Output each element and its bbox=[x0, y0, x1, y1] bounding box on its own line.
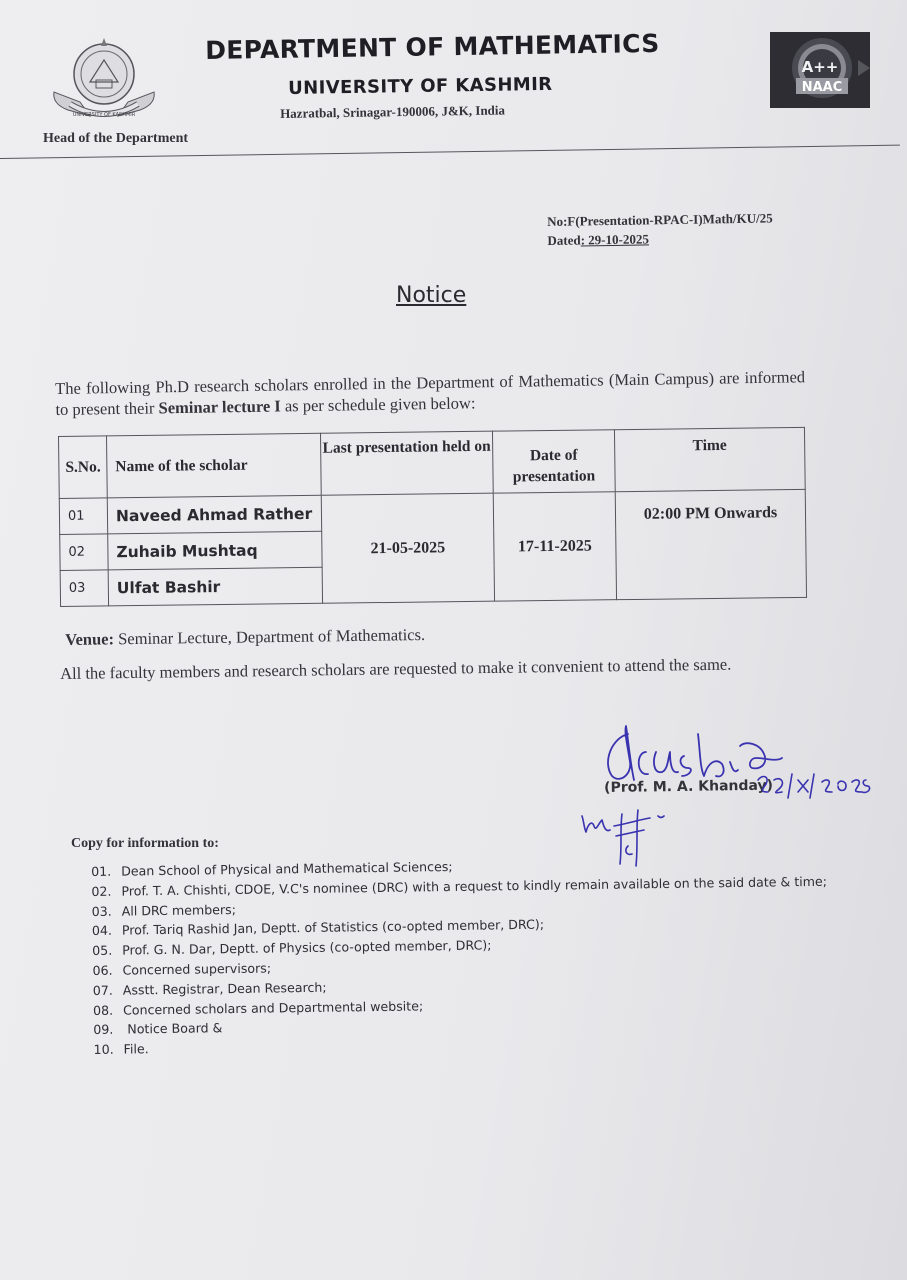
reference-block bbox=[547, 208, 773, 250]
row-scholar-name: Ulfat Bashir bbox=[108, 567, 322, 606]
item-text: Prof. Tariq Rashid Jan, Deptt. of Statistics (co-opted member, DRC); bbox=[121, 917, 545, 938]
item-number: 07. bbox=[92, 982, 113, 998]
request-paragraph: All the faculty members and research scholars are requested to make it convenient to attend the same. bbox=[60, 654, 732, 683]
header-sno: S.No. bbox=[59, 436, 108, 499]
department-address: Hazratbal, Srinagar-190006, J&K, India bbox=[280, 102, 506, 121]
item-number: 03. bbox=[91, 903, 112, 919]
venue-text: Seminar Lecture, Department of Mathematics. bbox=[113, 624, 426, 649]
venue-label: Venue: bbox=[65, 629, 115, 649]
intro-paragraph bbox=[55, 366, 806, 420]
item-text: Notice Board & bbox=[123, 1020, 223, 1037]
presentation-date: 17-11-2025 bbox=[493, 492, 616, 601]
item-text: Prof. G. N. Dar, Deptt. of Physics (co-opted member, DRC); bbox=[122, 937, 492, 958]
university-seal-logo bbox=[50, 34, 158, 120]
row-sno: 02 bbox=[60, 534, 108, 571]
naac-grade: A++ bbox=[801, 58, 839, 76]
row-scholar-name: Naveed Ahmad Rather bbox=[107, 495, 321, 534]
header-time: Time bbox=[614, 427, 805, 491]
reference-number: No:F(Presentation-RPAC-I)Math/KU/25 bbox=[547, 210, 773, 229]
seal-text: UNIVERSITY OF KASHMIR bbox=[72, 112, 136, 118]
signatory-name: (Prof. M. A. Khanday) bbox=[604, 777, 774, 796]
department-title: DEPARTMENT OF MATHEMATICS bbox=[205, 28, 660, 65]
item-text: File. bbox=[123, 1041, 149, 1057]
item-number: 04. bbox=[91, 923, 113, 939]
item-number: 08. bbox=[92, 1002, 114, 1018]
schedule-table bbox=[58, 427, 807, 607]
row-sno: 01 bbox=[59, 498, 107, 535]
item-number: 10. bbox=[93, 1041, 114, 1058]
item-text: Concerned supervisors; bbox=[122, 960, 272, 978]
copy-heading: Copy for information to: bbox=[71, 836, 219, 851]
row-sno: 03 bbox=[60, 570, 108, 607]
copy-list bbox=[91, 851, 874, 1060]
item-number: 06. bbox=[92, 962, 113, 978]
handwritten-date-image bbox=[752, 770, 874, 802]
item-text: Concerned scholars and Departmental website; bbox=[122, 997, 424, 1018]
item-number: 09. bbox=[93, 1022, 114, 1038]
item-number: 01. bbox=[91, 863, 112, 879]
header-date-of-presentation: Date of presentation bbox=[492, 430, 615, 493]
item-number: 05. bbox=[92, 942, 113, 959]
notice-title: Notice bbox=[396, 283, 467, 308]
table-header-row bbox=[59, 427, 806, 498]
intro-bold: Seminar lecture I bbox=[158, 396, 281, 418]
intro-part-1: The following Ph.D research scholars enrolled in the Department of Mathematics (Main Campus) are informed to present their bbox=[55, 367, 806, 419]
reference-date bbox=[547, 227, 773, 250]
naac-badge-logo bbox=[770, 32, 870, 108]
date-label: Dated bbox=[547, 232, 581, 248]
last-presentation-date: 21-05-2025 bbox=[321, 493, 494, 603]
row-scholar-name: Zuhaib Mushtaq bbox=[108, 531, 322, 570]
table-row bbox=[59, 489, 805, 534]
head-of-department-label: Head of the Department bbox=[43, 131, 189, 146]
header-last-presentation: Last presentation held on bbox=[320, 431, 493, 495]
intro-part-2: as per schedule given below: bbox=[280, 393, 476, 416]
item-text: Dean School of Physical and Mathematical Sciences; bbox=[121, 858, 453, 879]
university-name: UNIVERSITY OF KASHMIR bbox=[288, 73, 553, 99]
item-text: All DRC members; bbox=[121, 901, 237, 919]
naac-label: NAAC bbox=[801, 80, 843, 95]
item-text: Asstt. Registrar, Dean Research; bbox=[122, 979, 327, 998]
item-text: Prof. T. A. Chishti, CDOE, V.C's nominee (DRC) with a request to kindly remain available on the said date & time; bbox=[121, 873, 828, 899]
date-value: : 29-10-2025 bbox=[580, 231, 650, 248]
presentation-time: 02:00 PM Onwards bbox=[615, 489, 806, 599]
header-name: Name of the scholar bbox=[107, 433, 322, 498]
item-number: 02. bbox=[91, 883, 112, 899]
venue-line bbox=[65, 625, 425, 650]
